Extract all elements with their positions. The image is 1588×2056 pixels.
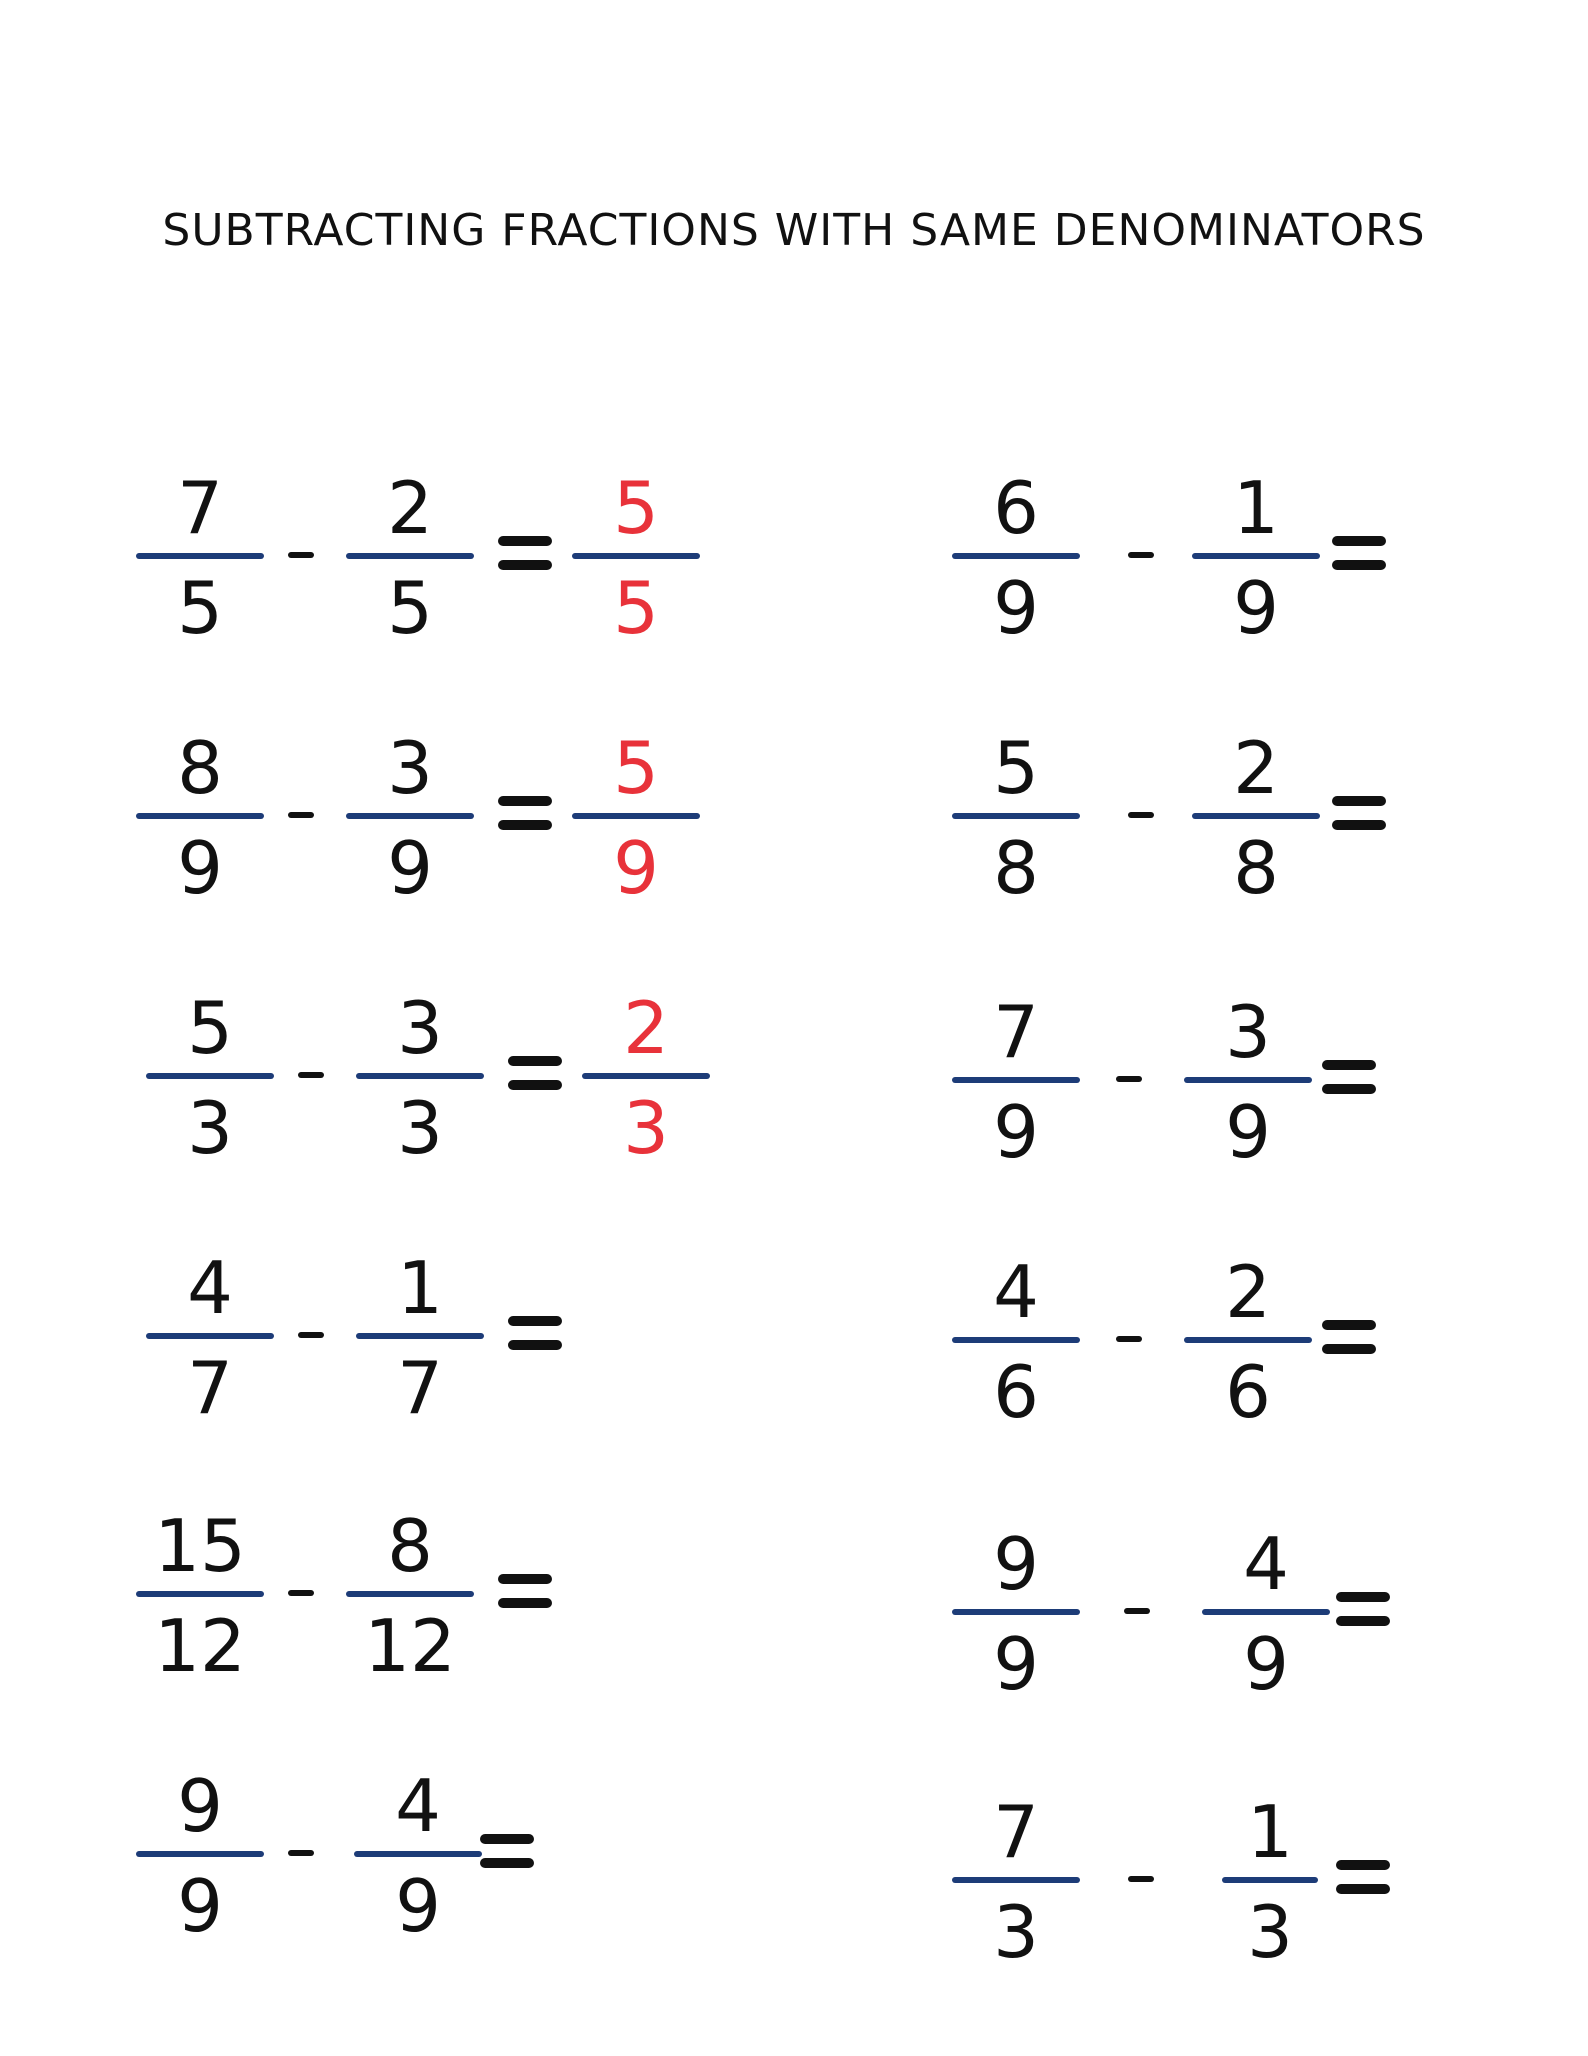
fraction-second (1184, 1224, 1312, 1444)
equals-sign (1332, 536, 1386, 570)
fraction-second (354, 1738, 482, 1958)
fraction-second (1202, 1496, 1330, 1716)
numerator: 5 (613, 726, 659, 810)
fraction-answer (582, 960, 710, 1180)
numerator: 9 (993, 1522, 1039, 1606)
fraction-bar (582, 1073, 710, 1079)
denominator: 3 (397, 1086, 443, 1170)
fraction-bar (346, 553, 474, 559)
numerator: 15 (154, 1504, 246, 1588)
equals-sign (1336, 1860, 1390, 1894)
denominator: 5 (177, 566, 223, 650)
denominator: 9 (993, 1622, 1039, 1706)
minus-sign (288, 1850, 314, 1856)
fraction-bar (146, 1073, 274, 1079)
denominator: 9 (1233, 566, 1279, 650)
denominator: 9 (395, 1864, 441, 1948)
fraction-bar (952, 1877, 1080, 1883)
denominator: 9 (1243, 1622, 1289, 1706)
fraction-bar (346, 1591, 474, 1597)
fraction-bar (572, 553, 700, 559)
denominator: 5 (613, 566, 659, 650)
fraction-answer (572, 440, 700, 660)
fraction-bar (952, 813, 1080, 819)
denominator: 9 (1225, 1090, 1271, 1174)
numerator: 6 (993, 466, 1039, 550)
denominator: 3 (187, 1086, 233, 1170)
denominator: 8 (1233, 826, 1279, 910)
fraction-first (952, 700, 1080, 920)
fraction-second (356, 960, 484, 1180)
numerator: 5 (613, 466, 659, 550)
numerator: 5 (993, 726, 1039, 810)
fraction-second (1222, 1764, 1318, 1984)
fraction-bar (572, 813, 700, 819)
fraction-bar (346, 813, 474, 819)
fraction-bar (136, 813, 264, 819)
fraction-bar (1184, 1337, 1312, 1343)
fraction-first (146, 960, 274, 1180)
numerator: 2 (1225, 1250, 1271, 1334)
denominator: 6 (993, 1350, 1039, 1434)
fraction-bar (952, 1077, 1080, 1083)
denominator: 7 (187, 1346, 233, 1430)
fraction-bar (1184, 1077, 1312, 1083)
fraction-first (136, 1478, 264, 1698)
numerator: 5 (187, 986, 233, 1070)
equals-sign (1322, 1320, 1376, 1354)
equals-sign (480, 1834, 534, 1868)
minus-sign (288, 812, 314, 818)
fraction-bar (136, 1851, 264, 1857)
numerator: 1 (1233, 466, 1279, 550)
minus-sign (288, 1590, 314, 1596)
denominator: 3 (623, 1086, 669, 1170)
numerator: 1 (1247, 1790, 1293, 1874)
numerator: 4 (395, 1764, 441, 1848)
fraction-first (136, 1738, 264, 1958)
fraction-second (1184, 964, 1312, 1184)
fraction-bar (356, 1333, 484, 1339)
numerator: 2 (623, 986, 669, 1070)
denominator: 8 (993, 826, 1039, 910)
equals-sign (498, 796, 552, 830)
numerator: 4 (1243, 1522, 1289, 1606)
fraction-first (146, 1220, 274, 1440)
numerator: 3 (1225, 990, 1271, 1074)
numerator: 7 (993, 1790, 1039, 1874)
numerator: 9 (177, 1764, 223, 1848)
fraction-second (356, 1220, 484, 1440)
numerator: 3 (387, 726, 433, 810)
fraction-bar (136, 553, 264, 559)
equals-sign (508, 1056, 562, 1090)
fraction-bar (1192, 553, 1320, 559)
equals-sign (498, 1574, 552, 1608)
fraction-first (952, 1496, 1080, 1716)
denominator: 9 (177, 1864, 223, 1948)
numerator: 2 (387, 466, 433, 550)
fraction-answer (572, 700, 700, 920)
fraction-second (346, 1478, 474, 1698)
numerator: 7 (177, 466, 223, 550)
numerator: 4 (993, 1250, 1039, 1334)
fraction-first (952, 1764, 1080, 1984)
fraction-bar (356, 1073, 484, 1079)
minus-sign (1116, 1076, 1142, 1082)
minus-sign (1116, 1336, 1142, 1342)
denominator: 7 (397, 1346, 443, 1430)
minus-sign (1124, 1608, 1150, 1614)
fraction-first (952, 1224, 1080, 1444)
equals-sign (1336, 1592, 1390, 1626)
numerator: 8 (177, 726, 223, 810)
fraction-bar (1192, 813, 1320, 819)
fraction-second (346, 700, 474, 920)
denominator: 9 (993, 566, 1039, 650)
denominator: 6 (1225, 1350, 1271, 1434)
fraction-bar (146, 1333, 274, 1339)
denominator: 12 (154, 1604, 246, 1688)
numerator: 7 (993, 990, 1039, 1074)
equals-sign (1322, 1060, 1376, 1094)
denominator: 3 (1247, 1890, 1293, 1974)
fraction-bar (354, 1851, 482, 1857)
equals-sign (508, 1316, 562, 1350)
worksheet-title: SUBTRACTING FRACTIONS WITH SAME DENOMINATORS (162, 205, 1426, 256)
minus-sign (1128, 1876, 1154, 1882)
minus-sign (288, 552, 314, 558)
fraction-bar (1202, 1609, 1330, 1615)
denominator: 9 (387, 826, 433, 910)
denominator: 9 (613, 826, 659, 910)
minus-sign (298, 1072, 324, 1078)
equals-sign (498, 536, 552, 570)
fraction-bar (952, 553, 1080, 559)
minus-sign (1128, 552, 1154, 558)
fraction-bar (1222, 1877, 1318, 1883)
fraction-first (952, 964, 1080, 1184)
minus-sign (298, 1332, 324, 1338)
denominator: 9 (993, 1090, 1039, 1174)
fraction-bar (952, 1609, 1080, 1615)
denominator: 9 (177, 826, 223, 910)
fraction-second (1192, 700, 1320, 920)
numerator: 4 (187, 1246, 233, 1330)
denominator: 12 (364, 1604, 456, 1688)
equals-sign (1332, 796, 1386, 830)
denominator: 5 (387, 566, 433, 650)
fraction-second (1192, 440, 1320, 660)
fraction-second (346, 440, 474, 660)
minus-sign (1128, 812, 1154, 818)
fraction-bar (952, 1337, 1080, 1343)
numerator: 2 (1233, 726, 1279, 810)
numerator: 8 (387, 1504, 433, 1588)
fraction-first (136, 700, 264, 920)
numerator: 1 (397, 1246, 443, 1330)
denominator: 3 (993, 1890, 1039, 1974)
fraction-first (136, 440, 264, 660)
numerator: 3 (397, 986, 443, 1070)
fraction-first (952, 440, 1080, 660)
fraction-bar (136, 1591, 264, 1597)
